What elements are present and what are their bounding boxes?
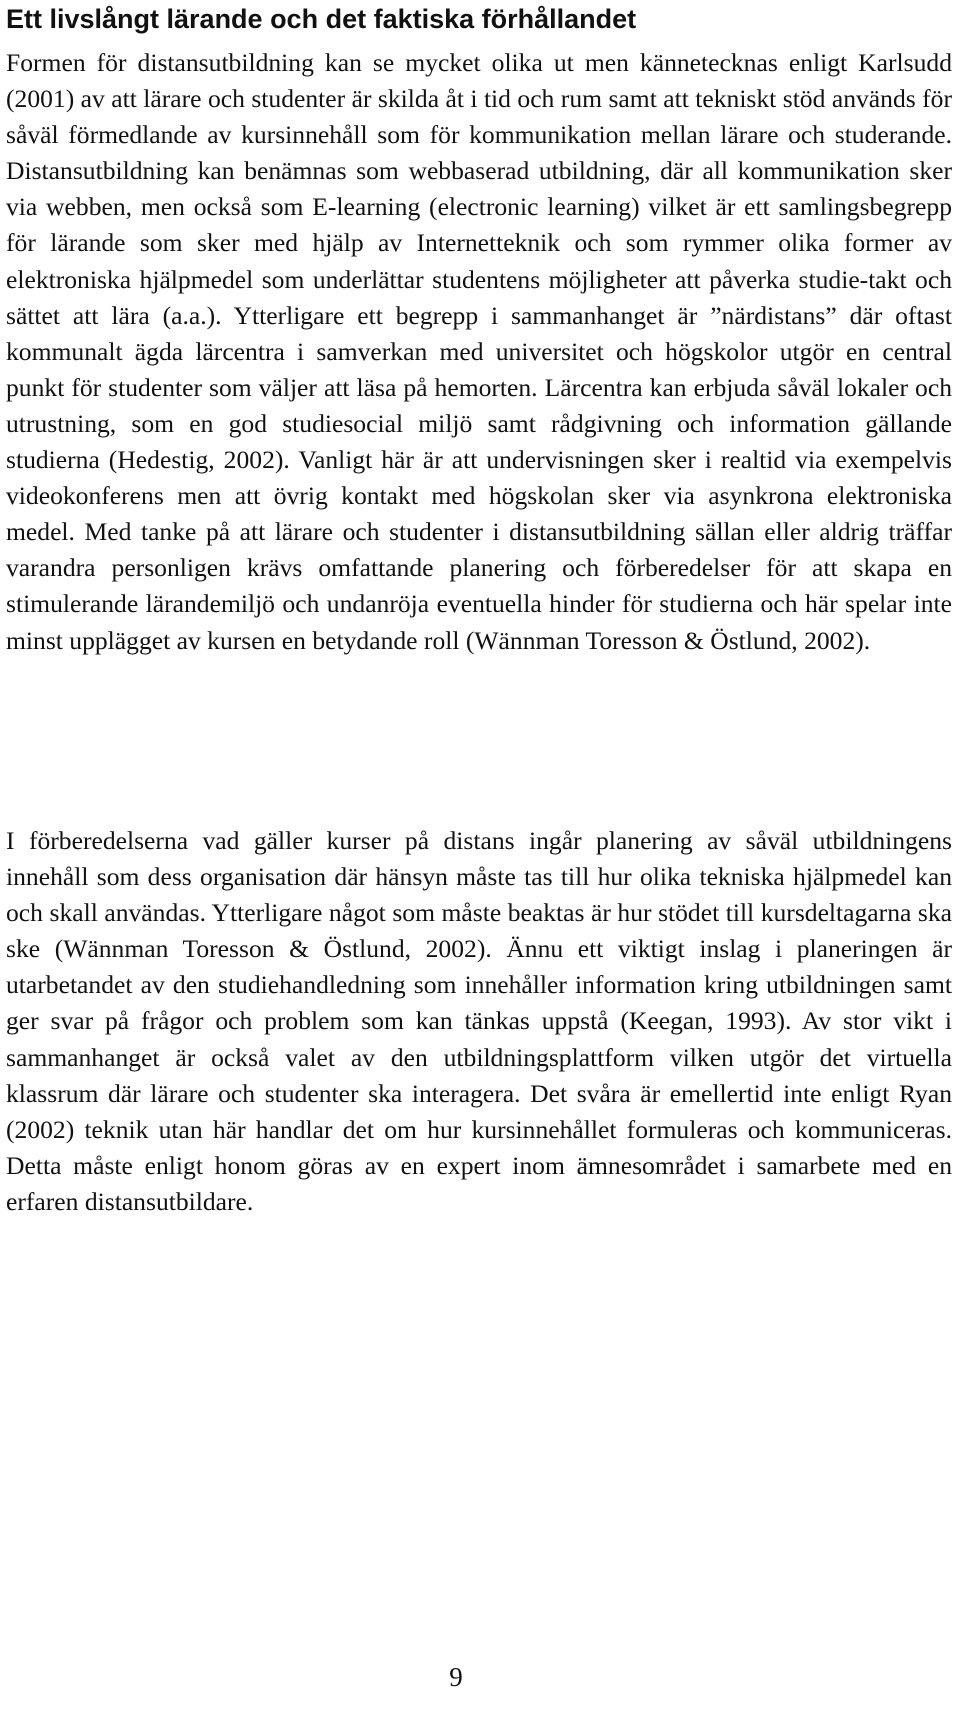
body-paragraph: Formen för distansutbildning kan se mycket olika ut men kännetecknas enligt Karlsudd (2001) av att lärare och studenter är skilda åt i tid och rum samt att tekniskt stöd används för såväl förmedlande av kursinnehåll som för kommunikation mellan lärare och studerande. Distansutbildning kan benämnas som webbaserad utbildning, där all kommunikation sker via webben, men också som E-learning (electronic learning) vilket är ett samlingsbegrepp för lärande som sker med hjälp av Internetteknik och som rymmer olika former av elektroniska hjälpmedel som underlättar studentens möjligheter att påverka studie-takt och sättet att lära (a.a.). Ytterligare ett begrepp i sammanhanget är ”närdistans” där oftast kommunalt ägda lärcentra i samverkan med universitet och högskolor utgör en central punkt för studenter som väljer att läsa på hemorten. Lärcentra kan erbjuda såväl lokaler och utrustning, som en god studiesocial miljö samt rådgivning och information gällande studierna (Hedestig, 2002). Vanligt här är att undervisningen sker i realtid via exempelvis videokonferens men att övrig kontakt med högskolan sker via asynkrona elektroniska medel. Med tanke på att lärare och studenter i distansutbildning sällan eller aldrig träffar varandra personligen krävs omfattande planering och förberedelser för att skapa en stimulerande lärandemiljö och undanröja eventuella hinder för studierna och här spelar inte minst upplägget av kursen en betydande roll (Wännman Toresson & Östlund, 2002).	[6, 48, 952, 655]
section-heading: Ett livslångt lärande och det faktiska förhållandet	[6, 4, 637, 34]
page-number: 9	[449, 1662, 463, 1692]
body-paragraph: I förberedelserna vad gäller kurser på distans ingår planering av såväl utbildningens innehåll som dess organisation där hänsyn måste tas till hur olika tekniska hjälpmedel kan och skall användas. Ytterligare något som måste beaktas är hur stödet till kursdeltagarna ska ske (Wännman Toresson & Östlund, 2002). Ännu ett viktigt inslag i planeringen är utarbetandet av den studiehandledning som innehåller information kring utbildningen samt ger svar på frågor och problem som kan tänkas uppstå (Keegan, 1993). Av stor vikt i sammanhanget är också valet av den utbildningsplattform vilken utgör det virtuella klassrum där lärare och studenter ska interagera. Det svåra är emellertid inte enligt Ryan (2002) teknik utan här handlar det om hur kursinnehållet formuleras och kommuniceras. Detta måste enligt honom göras av en expert inom ämnesområdet i samarbete med en erfaren distansutbildare.	[6, 826, 952, 1216]
